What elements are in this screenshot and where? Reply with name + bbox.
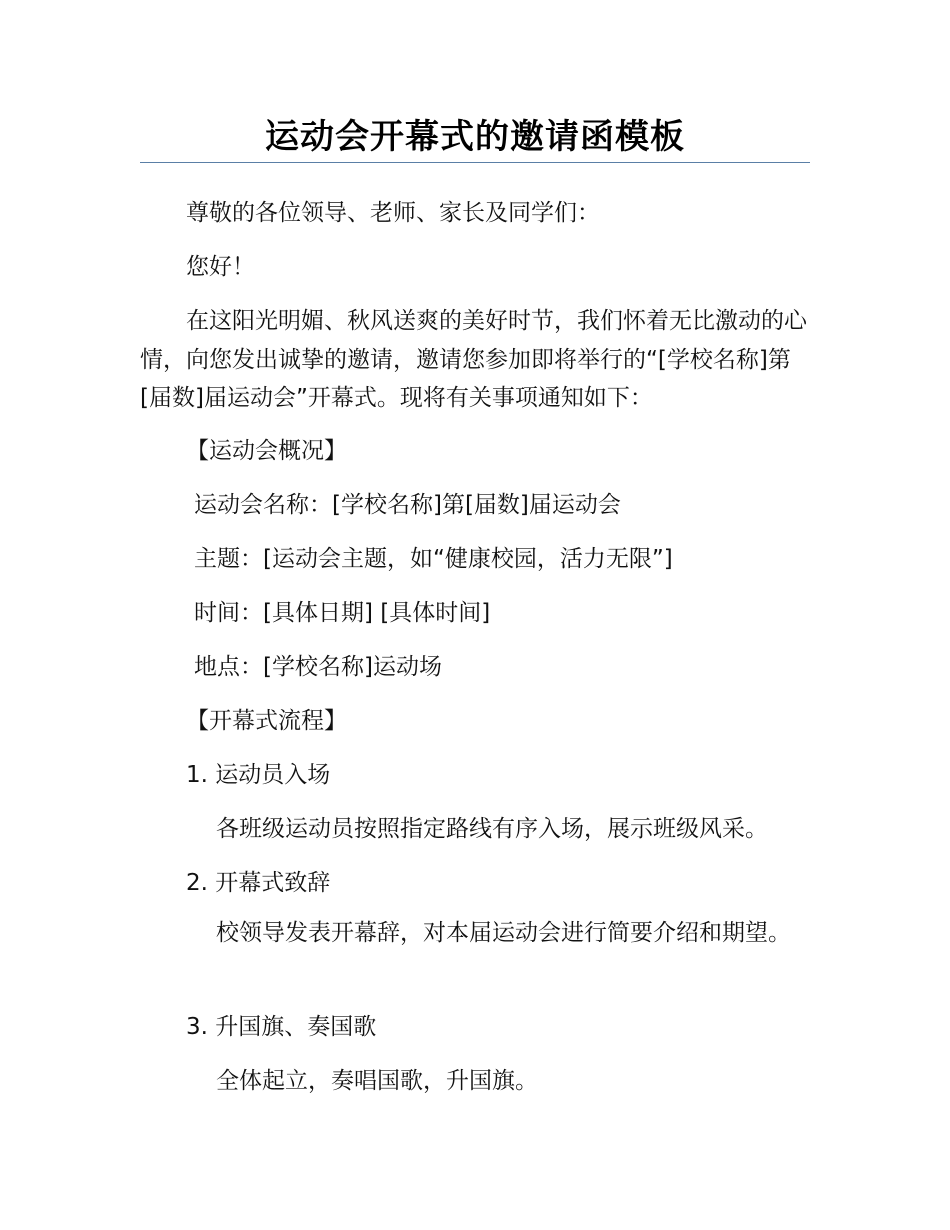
hello-line: 您好！	[186, 254, 255, 280]
location-line: 地点：[学校名称]运动场	[194, 654, 442, 680]
step-description: 全体起立，奏唱国歌，升国旗。	[216, 1068, 538, 1094]
step-title: 3. 升国旗、奏国歌	[186, 1014, 377, 1040]
salutation: 尊敬的各位领导、老师、家长及同学们：	[186, 200, 600, 226]
step-title: 2. 开幕式致辞	[186, 870, 331, 896]
title-underline	[140, 162, 810, 163]
step-description: 各班级运动员按照指定路线有序入场，展示班级风采。	[216, 816, 768, 842]
step-title: 1. 运动员入场	[186, 762, 331, 788]
intro-paragraph: 在这阳光明媚、秋风送爽的美好时节，我们怀着无比激动的心情，向您发出诚挚的邀请，邀请您参加即将举行的“[学校名称]第[届数]届运动会”开幕式。现将有关事项通知如下：	[140, 308, 807, 411]
event-name-line: 运动会名称：[学校名称]第[届数]届运动会	[194, 492, 621, 518]
time-line: 时间：[具体日期] [具体时间]	[194, 600, 491, 626]
overview-heading: 【运动会概况】	[186, 438, 347, 464]
step-description: 校领导发表开幕辞，对本届运动会进行简要介绍和期望。	[216, 920, 791, 946]
document-title: 运动会开幕式的邀请函模板	[265, 117, 685, 157]
theme-line: 主题：[运动会主题，如“健康校园，活力无限”]	[194, 546, 673, 572]
process-heading: 【开幕式流程】	[186, 708, 347, 734]
